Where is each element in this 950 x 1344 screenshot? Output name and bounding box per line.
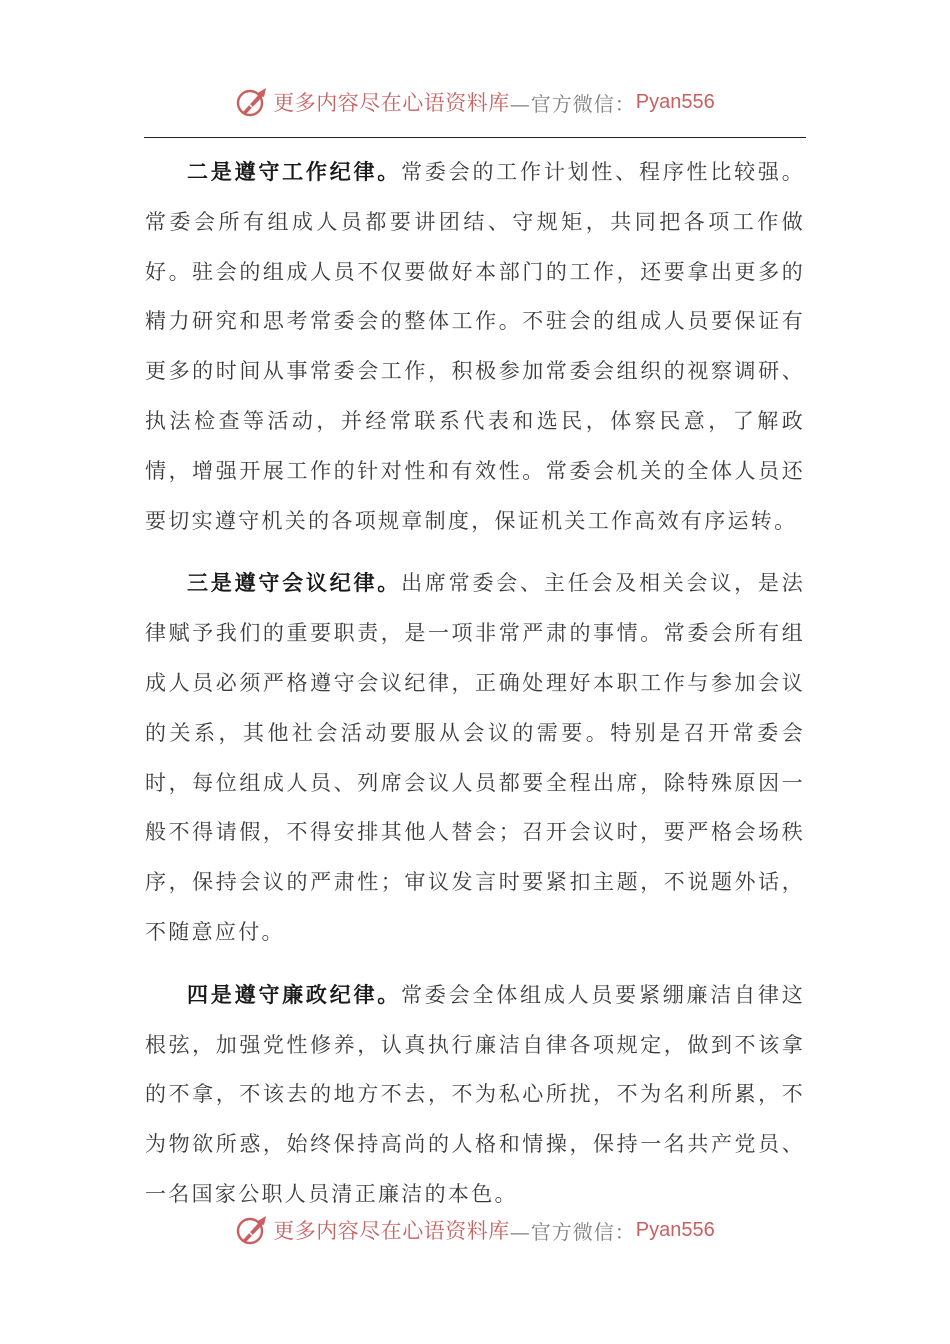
paragraph-text: 出席常委会、主任会及相关会议，是法律赋予我们的重要职责，是一项非常严肃的事情。常委会所有组成人员必须严格遵守会议纪律，正确处理好本职工作与参加会议的关系，其他社会活动要服从会议的需要。特别是召开常委会时，每位组成人员、列席会议人员都要全程出席，除特殊原因一般不得请假，不得安排其他人替会；召开会议时，要严格会场秩序，保持会议的严肃性；审议发言时要紧扣主题，不说题外话，不随意应付。: [145, 571, 805, 944]
paragraph-lead: 三是遵守会议纪律。: [187, 570, 402, 596]
banner-wechat-label: —官方微信：: [509, 1219, 636, 1244]
paragraph-text: 常委会全体组成人员要紧绷廉洁自律这根弦，加强党性修养，认真执行廉洁自律各项规定，做到不该拿的不拿，不该去的地方不去，不为私心所扰，不为名利所累，不为物欲所惑，始终保持高尚的人格和情操，保持一名共产党员、一名国家公职人员清正廉洁的本色。: [145, 982, 805, 1206]
paragraph-integrity-discipline: [145, 970, 805, 1220]
paragraph-text: 常委会的工作计划性、程序性比较强。常委会所有组成人员都要讲团结、守规矩，共同把各项工作做好。驻会的组成人员不仅要做好本部门的工作，还要拿出更多的精力研究和思考常委会的整体工作。不驻会的组成人员要保证有更多的时间从事常委会工作，积极参加常委会组织的视察调研、执法检查等活动，并经常联系代表和选民，体察民意，了解政情，增强开展工作的针对性和有效性。常委会机关的全体人员还要切实遵守机关的各项规章制度，保证机关工作高效有序运转。: [145, 160, 805, 533]
paragraph-lead: 二是遵守工作纪律。: [187, 159, 402, 184]
document-body: [145, 147, 805, 1232]
header-divider: [144, 137, 806, 138]
banner-title: 更多内容尽在心语资料库: [273, 91, 510, 115]
quill-logo-icon: [235, 85, 269, 119]
footer-banner: [0, 1208, 950, 1252]
banner-wechat-label: —官方微信：: [509, 91, 636, 116]
header-banner: [0, 80, 950, 124]
banner-wechat-id: Pyan556: [635, 90, 715, 113]
banner-wechat-id: Pyan556: [635, 1218, 715, 1241]
quill-logo-icon: [235, 1213, 269, 1247]
paragraph-work-discipline: [145, 147, 805, 546]
banner-title: 更多内容尽在心语资料库: [273, 1219, 510, 1243]
paragraph-meeting-discipline: [145, 558, 805, 957]
paragraph-lead: 四是遵守廉政纪律。: [187, 981, 402, 1007]
